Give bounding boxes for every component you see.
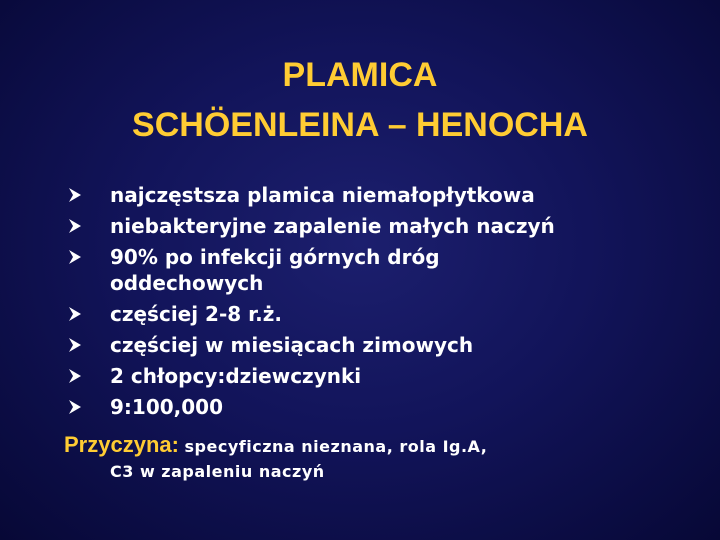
cause-label: Przyczyna: [64,432,179,457]
arrowhead-bullet-icon [64,214,86,238]
bullet-item [64,363,704,389]
bullet-text: 9:100,000 [110,395,224,419]
arrowhead-bullet-icon [64,245,86,269]
cause-text-line-2: C3 w zapaleniu naczyń [110,462,325,481]
bullet-list [64,182,704,425]
arrowhead-bullet-icon [64,183,86,207]
slide-title [0,50,720,150]
arrowhead-bullet-icon [64,302,86,326]
bullet-item [64,332,704,358]
slide-title-line-1: PLAMICA [282,56,438,94]
bullet-item [64,213,704,239]
bullet-item [64,244,704,296]
bullet-item [64,182,704,208]
arrowhead-bullet-icon [64,333,86,357]
bullet-item [64,394,704,420]
bullet-text: 90% po infekcji górnych dróg oddechowych [110,245,440,295]
cause-text-line-1: specyficzna nieznana, rola Ig.A, [184,437,488,456]
bullet-text: częściej w miesiącach zimowych [110,333,474,357]
cause-paragraph [64,432,704,481]
bullet-item [64,301,704,327]
bullet-text: częściej 2-8 r.ż. [110,302,283,326]
arrowhead-bullet-icon [64,364,86,388]
bullet-text: najczęstsza plamica niemałopłytkowa [110,183,535,207]
bullet-text: niebakteryjne zapalenie małych naczyń [110,214,555,238]
bullet-text: 2 chłopcy:dziewczynki [110,364,362,388]
arrowhead-bullet-icon [64,395,86,419]
slide-title-line-2: SCHÖENLEINA – HENOCHA [132,106,588,144]
